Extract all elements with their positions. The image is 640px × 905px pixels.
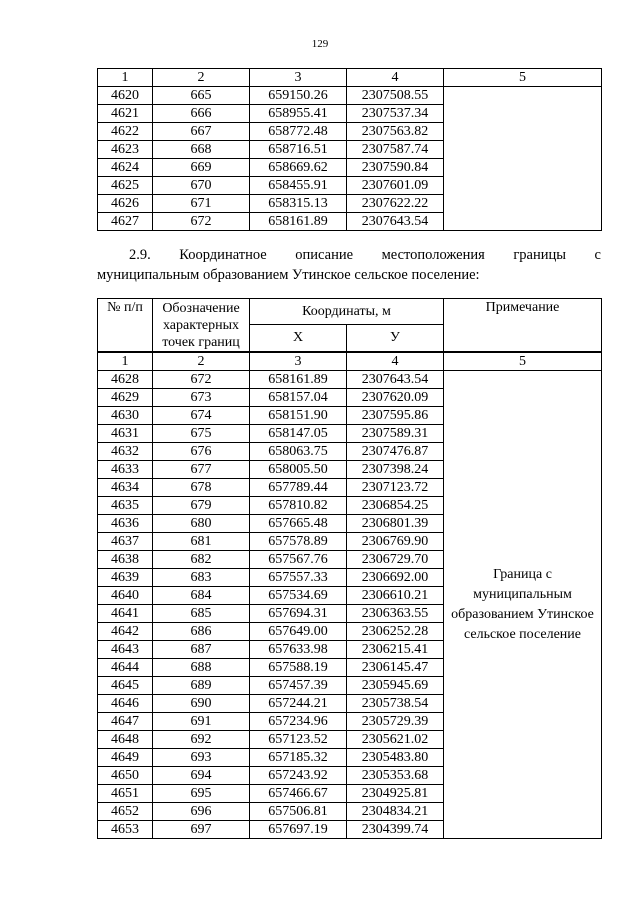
coord-x: 658147.05 bbox=[250, 425, 347, 443]
coord-x: 658157.04 bbox=[250, 389, 347, 407]
row-number: 4632 bbox=[98, 443, 153, 461]
coord-y: 2306801.39 bbox=[347, 515, 444, 533]
coord-x: 657567.76 bbox=[250, 551, 347, 569]
row-number: 4641 bbox=[98, 605, 153, 623]
point-id: 671 bbox=[153, 195, 250, 213]
point-id: 668 bbox=[153, 141, 250, 159]
row-number: 4646 bbox=[98, 695, 153, 713]
coord-x: 657557.33 bbox=[250, 569, 347, 587]
point-id: 669 bbox=[153, 159, 250, 177]
point-id: 684 bbox=[153, 587, 250, 605]
coord-x: 657185.32 bbox=[250, 749, 347, 767]
point-id: 672 bbox=[153, 213, 250, 231]
row-number: 4635 bbox=[98, 497, 153, 515]
coord-y: 2306692.00 bbox=[347, 569, 444, 587]
header-cell: 2 bbox=[153, 69, 250, 87]
coord-x: 658063.75 bbox=[250, 443, 347, 461]
coord-y: 2304834.21 bbox=[347, 803, 444, 821]
coord-y: 2305738.54 bbox=[347, 695, 444, 713]
point-id: 681 bbox=[153, 533, 250, 551]
point-id: 695 bbox=[153, 785, 250, 803]
point-id: 672 bbox=[153, 371, 250, 389]
coord-x: 657457.39 bbox=[250, 677, 347, 695]
coord-y: 2307123.72 bbox=[347, 479, 444, 497]
row-number: 4642 bbox=[98, 623, 153, 641]
coord-y: 2307601.09 bbox=[347, 177, 444, 195]
coord-x: 657633.98 bbox=[250, 641, 347, 659]
coord-y: 2305729.39 bbox=[347, 713, 444, 731]
row-number: 4637 bbox=[98, 533, 153, 551]
coord-y: 2304399.74 bbox=[347, 821, 444, 839]
coord-y: 2306854.25 bbox=[347, 497, 444, 515]
coord-x: 658161.89 bbox=[250, 371, 347, 389]
point-id: 665 bbox=[153, 87, 250, 105]
coord-x: 658315.13 bbox=[250, 195, 347, 213]
header-number: № п/п bbox=[98, 299, 153, 353]
coordinates-table bbox=[97, 298, 602, 839]
point-id: 678 bbox=[153, 479, 250, 497]
note-cell: Граница с муниципальным образованием Утинское сельское поселение bbox=[444, 371, 602, 839]
coord-y: 2305945.69 bbox=[347, 677, 444, 695]
table-header-row bbox=[98, 69, 602, 87]
point-id: 697 bbox=[153, 821, 250, 839]
row-number: 4647 bbox=[98, 713, 153, 731]
coordinates-table-continued bbox=[97, 68, 602, 231]
coord-y: 2307590.84 bbox=[347, 159, 444, 177]
point-id: 673 bbox=[153, 389, 250, 407]
coord-x: 657665.48 bbox=[250, 515, 347, 533]
row-number: 4626 bbox=[98, 195, 153, 213]
coord-x: 657649.00 bbox=[250, 623, 347, 641]
row-number: 4631 bbox=[98, 425, 153, 443]
coord-x: 657588.19 bbox=[250, 659, 347, 677]
section-heading bbox=[97, 245, 601, 285]
header-x: X bbox=[250, 325, 347, 352]
coord-y: 2307476.87 bbox=[347, 443, 444, 461]
table-header-row bbox=[98, 299, 602, 325]
row-number: 4652 bbox=[98, 803, 153, 821]
point-id: 688 bbox=[153, 659, 250, 677]
point-id: 692 bbox=[153, 731, 250, 749]
coord-y: 2307622.22 bbox=[347, 195, 444, 213]
row-number: 4621 bbox=[98, 105, 153, 123]
coord-y: 2307643.54 bbox=[347, 371, 444, 389]
coord-y: 2306363.55 bbox=[347, 605, 444, 623]
coord-x: 657697.19 bbox=[250, 821, 347, 839]
row-number: 4620 bbox=[98, 87, 153, 105]
section-heading-line-2: муниципальным образованием Утинское сельское поселение: bbox=[97, 267, 480, 283]
point-id: 686 bbox=[153, 623, 250, 641]
row-number: 4625 bbox=[98, 177, 153, 195]
header-point-designation: Обозначение характерных точек границ bbox=[153, 299, 250, 353]
point-id: 689 bbox=[153, 677, 250, 695]
point-id: 676 bbox=[153, 443, 250, 461]
coord-x: 657578.89 bbox=[250, 533, 347, 551]
point-id: 691 bbox=[153, 713, 250, 731]
point-id: 696 bbox=[153, 803, 250, 821]
row-number: 4639 bbox=[98, 569, 153, 587]
point-id: 683 bbox=[153, 569, 250, 587]
table-row bbox=[98, 87, 602, 105]
coord-y: 2307508.55 bbox=[347, 87, 444, 105]
coord-y: 2305483.80 bbox=[347, 749, 444, 767]
index-cell: 4 bbox=[347, 352, 444, 371]
row-number: 4624 bbox=[98, 159, 153, 177]
coord-x: 657506.81 bbox=[250, 803, 347, 821]
row-number: 4644 bbox=[98, 659, 153, 677]
coord-y: 2307589.31 bbox=[347, 425, 444, 443]
coord-y: 2306145.47 bbox=[347, 659, 444, 677]
row-number: 4633 bbox=[98, 461, 153, 479]
coord-y: 2307620.09 bbox=[347, 389, 444, 407]
header-cell: 3 bbox=[250, 69, 347, 87]
header-y: У bbox=[347, 325, 444, 352]
coord-y: 2307563.82 bbox=[347, 123, 444, 141]
row-number: 4648 bbox=[98, 731, 153, 749]
point-id: 682 bbox=[153, 551, 250, 569]
table-row bbox=[98, 371, 602, 389]
coord-x: 657694.31 bbox=[250, 605, 347, 623]
row-number: 4627 bbox=[98, 213, 153, 231]
coord-y: 2306729.70 bbox=[347, 551, 444, 569]
coord-y: 2307398.24 bbox=[347, 461, 444, 479]
point-id: 666 bbox=[153, 105, 250, 123]
point-id: 687 bbox=[153, 641, 250, 659]
header-cell: 5 bbox=[444, 69, 602, 87]
coord-x: 658455.91 bbox=[250, 177, 347, 195]
coord-x: 657243.92 bbox=[250, 767, 347, 785]
row-number: 4653 bbox=[98, 821, 153, 839]
row-number: 4650 bbox=[98, 767, 153, 785]
coord-x: 658161.89 bbox=[250, 213, 347, 231]
coord-x: 658716.51 bbox=[250, 141, 347, 159]
coord-y: 2307587.74 bbox=[347, 141, 444, 159]
coord-x: 657244.21 bbox=[250, 695, 347, 713]
coord-y: 2306769.90 bbox=[347, 533, 444, 551]
row-number: 4628 bbox=[98, 371, 153, 389]
coord-y: 2306610.21 bbox=[347, 587, 444, 605]
coord-y: 2305621.02 bbox=[347, 731, 444, 749]
coord-x: 657810.82 bbox=[250, 497, 347, 515]
coord-x: 658151.90 bbox=[250, 407, 347, 425]
row-number: 4629 bbox=[98, 389, 153, 407]
row-number: 4638 bbox=[98, 551, 153, 569]
row-number: 4643 bbox=[98, 641, 153, 659]
row-number: 4622 bbox=[98, 123, 153, 141]
coord-y: 2305353.68 bbox=[347, 767, 444, 785]
coord-y: 2306215.41 bbox=[347, 641, 444, 659]
index-cell: 1 bbox=[98, 352, 153, 371]
coord-x: 657234.96 bbox=[250, 713, 347, 731]
page-number: 129 bbox=[311, 38, 329, 50]
index-cell: 5 bbox=[444, 352, 602, 371]
row-number: 4634 bbox=[98, 479, 153, 497]
coord-x: 657534.69 bbox=[250, 587, 347, 605]
row-number: 4630 bbox=[98, 407, 153, 425]
point-id: 677 bbox=[153, 461, 250, 479]
coord-x: 658772.48 bbox=[250, 123, 347, 141]
coord-x: 658669.62 bbox=[250, 159, 347, 177]
table-index-row bbox=[98, 352, 602, 371]
section-heading-line-1: 2.9. Координатное описание местоположения границы с bbox=[129, 247, 601, 263]
point-id: 670 bbox=[153, 177, 250, 195]
coord-y: 2307643.54 bbox=[347, 213, 444, 231]
point-id: 693 bbox=[153, 749, 250, 767]
row-number: 4636 bbox=[98, 515, 153, 533]
header-coordinates: Координаты, м bbox=[250, 299, 444, 325]
coord-y: 2307537.34 bbox=[347, 105, 444, 123]
coord-y: 2306252.28 bbox=[347, 623, 444, 641]
point-id: 685 bbox=[153, 605, 250, 623]
header-cell: 4 bbox=[347, 69, 444, 87]
header-note: Примечание bbox=[444, 299, 602, 353]
coord-x: 657466.67 bbox=[250, 785, 347, 803]
row-number: 4649 bbox=[98, 749, 153, 767]
coord-x: 658955.41 bbox=[250, 105, 347, 123]
coord-x: 659150.26 bbox=[250, 87, 347, 105]
row-number: 4645 bbox=[98, 677, 153, 695]
point-id: 694 bbox=[153, 767, 250, 785]
header-cell: 1 bbox=[98, 69, 153, 87]
row-number: 4623 bbox=[98, 141, 153, 159]
note-cell bbox=[444, 87, 602, 231]
index-cell: 3 bbox=[250, 352, 347, 371]
coord-x: 658005.50 bbox=[250, 461, 347, 479]
point-id: 690 bbox=[153, 695, 250, 713]
point-id: 674 bbox=[153, 407, 250, 425]
point-id: 667 bbox=[153, 123, 250, 141]
point-id: 680 bbox=[153, 515, 250, 533]
coord-y: 2304925.81 bbox=[347, 785, 444, 803]
index-cell: 2 bbox=[153, 352, 250, 371]
row-number: 4640 bbox=[98, 587, 153, 605]
coord-x: 657789.44 bbox=[250, 479, 347, 497]
point-id: 679 bbox=[153, 497, 250, 515]
coord-x: 657123.52 bbox=[250, 731, 347, 749]
point-id: 675 bbox=[153, 425, 250, 443]
row-number: 4651 bbox=[98, 785, 153, 803]
coord-y: 2307595.86 bbox=[347, 407, 444, 425]
